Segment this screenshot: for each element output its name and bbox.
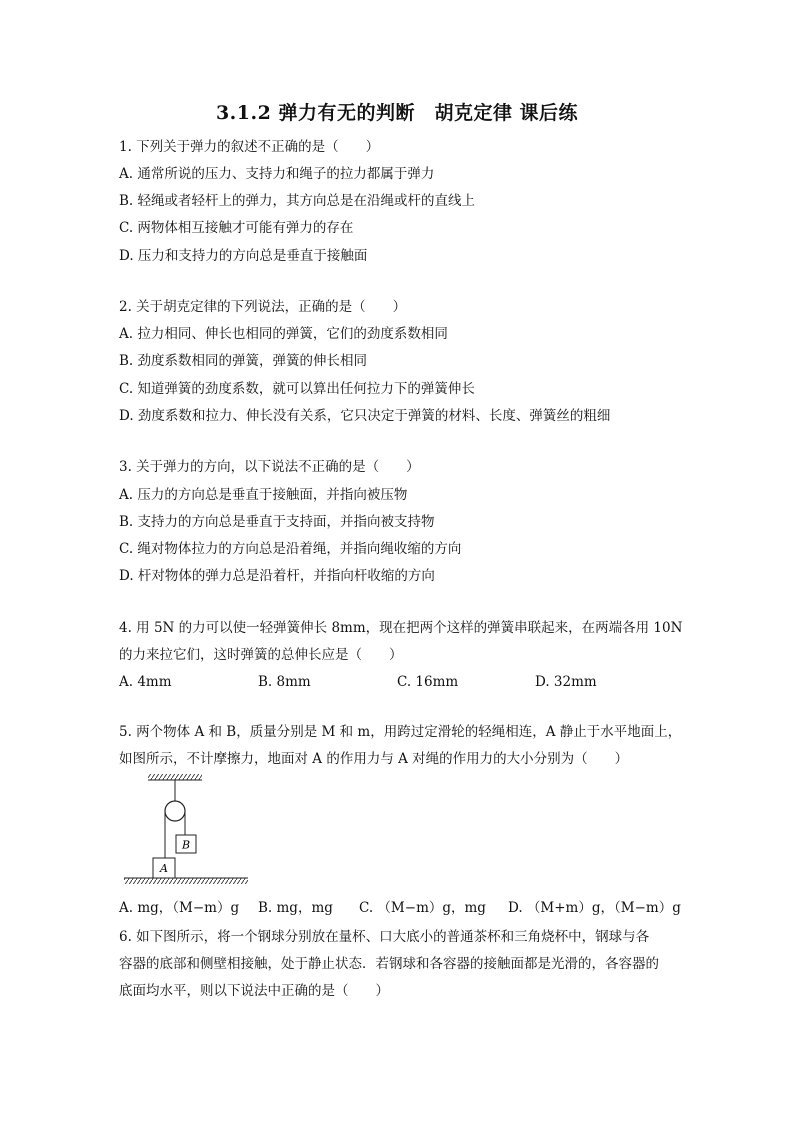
question-2-option-c: C. 知道弹簧的劲度系数，就可以算出任何拉力下的弹簧伸长: [119, 381, 475, 397]
question-1-stem: 1. 下列关于弹力的叙述不正确的是（ ）: [119, 139, 380, 155]
question-4-option-b: B. 8mm: [258, 674, 311, 690]
block-a: [153, 858, 175, 878]
question-5-option-b: B. mg，mg: [258, 900, 333, 916]
pulley-wheel: [165, 801, 185, 821]
question-5-option-d: D. （M+m）g，（M−m）g: [508, 900, 681, 916]
question-1-option-b: B. 轻绳或者轻杆上的弹力，其方向总是在沿绳或杆的直线上: [119, 193, 476, 209]
question-6-stem-line-3: 底面均水平，则以下说法中正确的是（ ）: [119, 983, 389, 999]
question-2-option-a: A. 拉力相同、伸长也相同的弹簧，它们的劲度系数相同: [119, 326, 448, 342]
question-2-option-b: B. 劲度系数相同的弹簧，弹簧的伸长相同: [119, 353, 368, 369]
ground: [124, 878, 248, 884]
question-5-stem-line-2: 如图所示，不计摩擦力，地面对 A 的作用力与 A 对绳的作用力的大小分别为（ ）: [119, 751, 629, 767]
question-3-stem: 3. 关于弹力的方向，以下说法不正确的是（ ）: [119, 459, 420, 475]
question-1-option-c: C. 两物体相互接触才可能有弹力的存在: [119, 220, 354, 236]
ceiling: [148, 774, 202, 780]
question-2-option-d: D. 劲度系数和拉力、伸长没有关系，它只决定于弹簧的材料、长度、弹簧丝的粗细: [119, 408, 611, 424]
question-1-option-d: D. 压力和支持力的方向总是垂直于接触面: [119, 248, 368, 264]
question-3-option-c: C. 绳对物体拉力的方向总是沿着绳，并指向绳收缩的方向: [119, 541, 462, 557]
question-5-stem-line-1: 5. 两个物体 A 和 B，质量分别是 M 和 m，用跨过定滑轮的轻绳相连，A 静止于水平地面上，: [119, 724, 682, 740]
question-5-option-c: C. （M−m）g，mg: [359, 900, 486, 916]
block-b-label: B: [181, 838, 191, 852]
pulley-diagram: [120, 772, 252, 888]
page-title: 3.1.2 弹力有无的判断 胡克定律 课后练: [215, 102, 579, 124]
block-a-label: A: [160, 862, 168, 875]
question-6-stem-line-2: 容器的底部和侧壁相接触，处于静止状态．若钢球和各容器的接触面都是光滑的，各容器的: [119, 956, 659, 972]
question-6-stem-line-1: 6. 如下图所示，将一个钢球分别放在量杯、口大底小的普通茶杯和三角烧杯中，钢球与各: [119, 929, 650, 945]
question-4-option-c: C. 16mm: [397, 674, 459, 690]
block-b: [176, 835, 196, 853]
question-4-stem-line-2: 的力来拉它们，这时弹簧的总伸长应是（ ）: [119, 647, 403, 663]
question-3-option-b: B. 支持力的方向总是垂直于支持面，并指向被支持物: [119, 514, 435, 530]
question-1-option-a: A. 通常所说的压力、支持力和绳子的拉力都属于弹力: [119, 166, 435, 182]
question-3-option-a: A. 压力的方向总是垂直于接触面，并指向被压物: [119, 487, 408, 503]
question-4-stem-line-1: 4. 用 5N 的力可以使一轻弹簧伸长 8mm，现在把两个这样的弹簧串联起来，在两端各用 10N: [119, 620, 683, 636]
question-5-option-a: A. mg，（M−m）g: [119, 900, 240, 916]
question-4-option-d: D. 32mm: [535, 674, 597, 690]
question-2-stem: 2. 关于胡克定律的下列说法，正确的是（ ）: [119, 299, 407, 315]
question-4-option-a: A. 4mm: [119, 674, 172, 690]
question-3-option-d: D. 杆对物体的弹力总是沿着杆，并指向杆收缩的方向: [119, 568, 435, 584]
